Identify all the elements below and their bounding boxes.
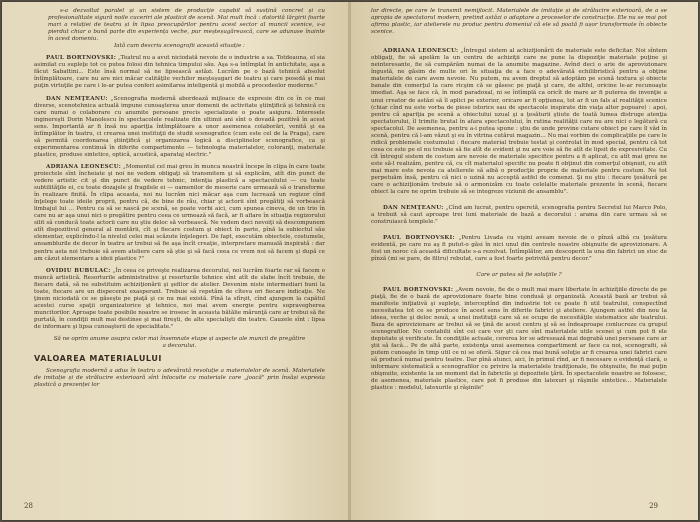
speaker-name: PAUL BORTNOVSKI: — [46, 55, 117, 62]
right-column — [371, 8, 667, 392]
speaker-name: DAN NEMŢEANU: — [46, 95, 108, 102]
paragraph-text: „Întregul sistem al achiziţionării de materiale este deficitar. Noi sîntem obligaţi, fie să apelăm la un centru de achiziţii care ne pune la dispoziţie materiale puţine şi neinteresante, fie să cumpărăm numai de la anumite magazine. Avînd deci o arie de aprovizionare îngustă, ne găsim de multe ori în situaţia de a face o adevărată echilibristică pentru a obţine materialele de care avem nevoie. Nu putem, nu avem dreptul să adoptăm pe scenă textura şi obiecte banale din comerţul la care ricşim că se găsesc pe piaţă şi care, de altfel, oricine le-ar recunoaşte imediat. Aşa se face că, în mod paradoxal, ni se întîmplă ca oricît de mare ar fi puterea de invenţie a unui creator de astăzi să îl aplici pe exterior, oricare ar fi opţiunea, tot ar fi un fals al realităţii scenice (chiar cînd nu este vorba de piese istorice sau de spectacole inspirate din viaţa altor popoare) : apoi, pentru că apariţia pe scenă a obiectului uzual şi a ţesăturii ştiute de toată lumea distruge atenţia spectatorului, îl trimite brutal în afara spectacolului, în rutina realităţii care nu are nici o legătură cu spectacolul. De asemenea, pentru a-i putea spune : ştiu de unde provine cutare obiect pe care îl văd în scenă, pentru că l-am văzut şi eu în vitrina cutărui magazin... Nu mai vorbim de complicaţiile pe care le ridică problemele costumului : fiecare material trebuie testat şi controlat în mod special, pentru că tot ceea ce este pe el nu trebuie să fie atît de evident şi nu are voie să fie atît de lipsit de expresivitate. Cu cît întregul sistem de costum are nevoie de materiale specifice pentru a fi aplicat, cu atît mai greu ne este să-l realizăm, pentru că, cu cît materialul specific nu poate fi obţinut din comerţul obişnuit, cu atît mai mare este nevoia ca atelierele să aibă o producţie proprie de materiale pentru costum. Ne tot perpetuăm însă, pentru că nici o uzină nu acceptă astfel de comenzi. Şi nu ştiu : fiecare ţesătură pe care o achiziţionăm trebuie să o armonizăm cu toate celelalte materiale prezente în scenă, fiecare obiect la care ne oprim trebuie să se integreze viziunii de ansamblu". — [371, 48, 668, 196]
left-column — [34, 8, 325, 389]
paragraph — [371, 287, 667, 393]
paragraph-text: „Scenografia modernă abordează mijloace de expresie din ce în ce mai diverse, scenotehnica actuală impune cunoaşterea unor domenii de activitate ştiinţifică şi tehnică cu care numai o colaborare cu anumite persoane precis specializate o poate asigura. Interesele inginereşti Dorin Manolescu în spectacolele realizate din ultimii ani sînt o dovadă pozitivă în acest sens. Importantă ar fi însă nu apariţia întîmplătoare a unor asemenea colaborări, venită şi ea întîmplător în teatru, ci crearea unei instituţii de studii scenografice (cum este cel de la Praga), care să permită coordonarea ştiinţifică şi organizarea logică a disciplinelor scenografice, ca şi experimentarea continuă în diferite compartimente — tehnologia materialelor, coloranţi, materiale plastice, produse sintetice, optică, acustică, aparataj electric." — [34, 95, 326, 158]
left-intro: s-a dezvoltat paralel și un sistem de producție capabil să susțină concret și cu profesionalitate sigură noile cuceriri ale plasticii de scenă. Mai mult încă : datorită lărgirii foarte mari a relației de teatru și în lipsa preocupărilor pentru acest sector al muncii scenice, s-a pierdut chiar o bună parte din experiența veche, pur meșteșugărească, care se adunase înainte în acest domeniu. — [48, 8, 325, 43]
paragraph — [371, 205, 667, 226]
paragraph — [34, 55, 325, 90]
section-title: VALOAREA MATERIALULUI — [34, 354, 163, 364]
page-number-left: 28 — [24, 501, 33, 510]
paragraph-text: „În ceea ce priveşte realizarea decorului, noi lucrăm foarte rar să facem o muncă artistică. Resorturile administrative şi resorturile tehnice sînt atît de slabe încît trebuie, de fiecare dată, să ne substituim achiziţionării şi şefilor de atelier. Devenim niste intermediari buni la toate, fiecare are un dispecerat exasperant. Trebuie să repetăm de cîteva ori fiecare indicaţie. Nu ţinem niciodată ce se găseşte pe piaţă şi ce nu mai există. Pînă la sfîrşit, cînd ajungem la capătul acestei curse spaţii organizatorice şi tehnice, noi mai avem energie pentru supravegherea muncitorilor. Aproape toate posibile noastre se irosesc în aceasta bătălie mărunţă care ar trebui să fie purtată, în condiţii mult mai destinse şi mai fireşti, de alte specialişti din teatre. Cauzele sînt : lipsa de informare şi lipsa cunoaşterii de specialitate." — [34, 267, 325, 330]
book-spread — [2, 2, 698, 520]
paragraph-text: „Momentul cel mai greu în munca noastră începe în clipa în care toate proiectele sînt încheiate şi noi ne vedem obligaţi să transmitem şi să explicăm, atît din punct de vedere artistic cit şi din punct de vedere tehnic, intenţia plastică a spectacolului — cu toate subtilităţile ei, cu toate dozajele şi fragilele ei — oamenilor de meserie care urmează să o transforme în realizare finită. În clipa aceasta, noi nu lucrăm nici măcar aşa cum lucrează un regizor cînd înţelege toate ideile proprii, pentru că, de bine de rău, chiar şi actorii sînt pregătiţi să vorbească limbajul lui ... Pentru ca să se nască pe scenă, se poate vorbi aici, cum spunea cineva, de un trio în care nu ar aşa unui nici o pregătire pentru ceea ce urmează să facă, ar fi aflare în situaţia regizorului silit să conducă toate actorii care nu ştiu deloc să vorbească. Ne vedem deci nevoiţi să descompunem atît dispozitivul general al montării, cît şi fiecare costum şi obiect în parte, pînă la subiectul său elementar, explicîndu-l la nivelul celei mai scăzute înţelegeri. De fapt, executăm obiectele, costumele, ansamblurile de decor în teatru ar trebui să fie aşa încît creaţie, interpretare manuală inspirată : dar pentru asta noi trebuie să avem ateliere care să ştie şi să facă ceea ce vrem noi să facem şi după ce am căzut elementare a ideii plastice ?" — [34, 163, 325, 262]
right-page — [351, 2, 698, 520]
paragraph-text: „Cînd am lucrat, pentru operetă, scenografia pentru Secretul lui Marco Polo, a trebuit să caut aproape trei luni materiale de bază a decorului : arama din care urmau să se construiască templele." — [371, 205, 667, 226]
right-question: Care ar putea să fie soluţiile ? — [476, 271, 562, 278]
paragraph — [34, 268, 325, 331]
speaker-name: OVIDIU BUBULAC: — [46, 267, 111, 274]
paragraph — [34, 96, 325, 159]
right-intro: lor directe, pe care le transmit nemijlocit. Materialele de imitație și de strălucire exterioară, de a se apropia de spectatorul modern, pretind astăzi o adaptare a proceselor de construcție. Ele nu se mai pot afirma plastic, iar atelierele nu produc pentru domeniul că ele să poată fi ușor transformate în obiecte scenice. — [371, 8, 667, 36]
section-intro: Scenografia modernă a adus în teatru o adevărată revoluție a materialelor de scenă. Materialele de imitație și de strălucire exterioară sînt înlocuite cu materiale care „joacă" prin însăși expresia plastică a prezenței lor — [34, 368, 325, 389]
paragraph — [371, 48, 667, 196]
closing-note: Să ne oprim anume asupra celor mai însemnate etape și aspecte ale muncii de pregătire a decorului. — [53, 336, 306, 350]
left-question: Iată cum descriu scenografii această situație : — [114, 43, 245, 50]
page-number-right: 29 — [649, 501, 658, 510]
speaker-name: ADRIANA LEONESCU: — [46, 163, 122, 170]
left-page — [2, 2, 349, 520]
speaker-name: DAN NEMŢEANU: — [383, 205, 444, 212]
paragraph — [34, 164, 325, 263]
paragraph-text: „Avem nevoie, fie de o mult mai mare libertate în achiziţiile directe de pe piaţă, fie de o bază de aprovizionare foarte bine condusă şi organizată. Această bază ar trebui să manifeste iniţiativă şi supleţe, interceptînd din industrie tot ce poate fi util teatrului, conspectînd necesitatea tot ce se produce în acest sens în diferite fabrici şi ateliere. Ajungem astfel din nou la ideea, veche şi deloc nouă, a unei instituţii care să se ocupe de necesităţile sistematice ale teatrului. Baza de aprovizionare ar trebui să se ţină de acest centru şi să se îndeaproape conlucreze cu grupul scenografilor. Nu contabilii sînt cei care vor şti care sînt materialele utile scenei şi cum pot fi ele depistate şi verificate. În condiţiile actuale, cererea lor se adresează mai degrabă unei persoane care ar ştii să facă... Pe de altă parte, existenţa unui asemenea compartiment ar face ca noi, scenografii, să putem cunoaşte în timp util ce ni se oferă. Sigur că cea mai bună soluţie ar fi crearea unei fabrici care să producă numai pentru teatre. Dar pînă atunci, aici, în primul rînd, ar fi necesare o evidenţă clară, o informare sistematică a scenografilor cu privire la materialele tradiţionale, fie obişnuite, fie mai puţin obişnuite, existente la un moment dat în fabricile şi depozitele ţării. În spectacolele noastre se folosesc, de asemenea, materiale plastice, care pot fi produse din latexuri şi răşinile sintetice... Materialele plastice : modelul, latexurile şi răşinile" — [371, 286, 667, 392]
paragraph-text: „Teatrul nu a avut niciodată nevoie de o industrie a sa. Totdeauna, el sia asimilat cu supleţe tot ce putea folosi din tehnica timpului său. Aşa s-a întîmplat în antichitate, aşa a făcut Sabattini... Este însă normal să ne lipsească astăzi. Lucrăm pe o bază tehnică absolut întîmplătoare, care nu are nici măcar calităţile vechilor meşteşugari de teatru şi care posedă şi mai puţin virtuţile pe care i le-ar putea conferi asimilarea inteligentă şi mobilă a procedeelor moderne." — [34, 55, 325, 90]
speaker-name: ADRIANA LEONESCU: — [383, 48, 459, 55]
paragraph — [371, 235, 667, 263]
paragraph-text: „Pentru Livada cu vişini aveam nevoie de o pînză albă cu ţesătura evidentă, pe care nu aş fi putut-o găsi în nici unul din centrele noastre obişnuite de aprovizionare. A fost un noroc că această dificultate s-a rezolvat. Întîmplător, am descoperit la una din fabrici un stoc de pînză (mi se pare, de filtru) rebutat, care a fost foarte potrivită pentru decor." — [371, 235, 667, 263]
speaker-name: PAUL BORTNOVSKI: — [383, 235, 455, 242]
speaker-name: PAUL BORTNOVSKI: — [383, 286, 454, 293]
